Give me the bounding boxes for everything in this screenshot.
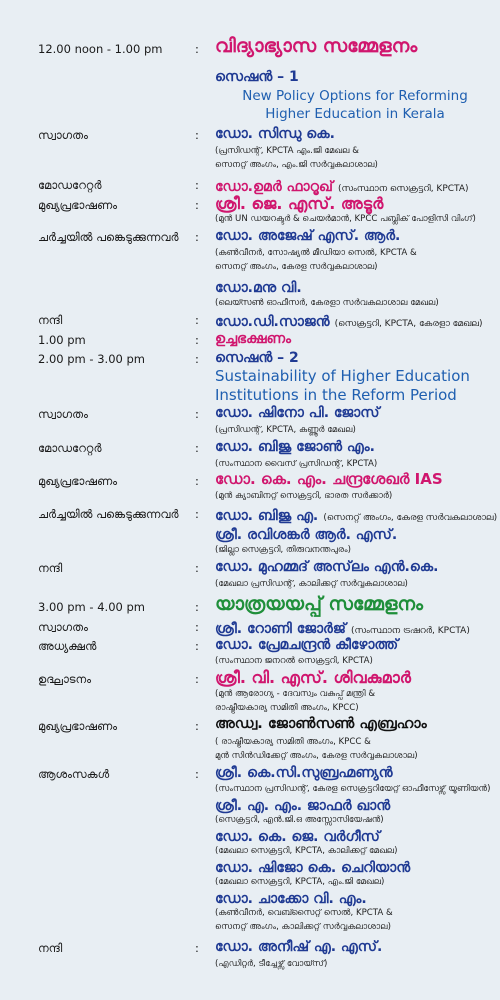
colon: :: [195, 352, 199, 366]
moderator-label: മോഡറേറ്റർ: [38, 441, 102, 455]
chair-label: അധ്യക്ഷൻ: [38, 639, 97, 653]
session2-topic-line2: Institutions in the Reform Period: [215, 386, 457, 404]
colon: :: [195, 333, 199, 347]
colon: :: [195, 178, 199, 192]
colon: :: [195, 313, 199, 327]
speaker-desc: (സെനറ്റ് അംഗം, കേരള സർവകലാശാല): [323, 513, 498, 523]
lunch-time: 1.00 pm: [38, 333, 86, 347]
speaker-name: ഡോ. അനീഷ് എ. എസ്.: [215, 939, 383, 955]
thanks-label: നന്ദി: [38, 561, 63, 575]
colon: :: [195, 507, 199, 521]
speaker-desc: (മേഖലാ പ്രസിഡന്റ്, കാലിക്കറ്റ് സർവ്വകലാശാല): [215, 579, 408, 589]
speaker-desc: (സെക്രട്ടറി, എൻ.ജി.ഒ അസ്സോസിയേഷൻ): [215, 815, 384, 825]
speaker-desc: (മുൻ UN ഡയറക്ടർ & ചെയർമാൻ, KPCC പബ്ലിക് പോളിസി വിംഗ്): [215, 214, 476, 224]
panel-label: ചർച്ചയിൽ പങ്കെടുക്കുന്നവർ: [38, 507, 179, 521]
session1-label: സെഷൻ – 1: [215, 69, 299, 85]
speaker-desc: ( രാഷ്ട്രീയകാര്യ സമിതി അംഗം, KPCC &: [215, 737, 371, 747]
speaker-desc: (സെക്രട്ടറി, KPCTA, കേരളാ മേഖല): [334, 319, 483, 329]
session3-title: യാത്രയയപ്പ് സമ്മേളനം: [215, 593, 423, 615]
colon: :: [195, 600, 199, 614]
colon: :: [195, 719, 199, 733]
speaker-name: ഡോ.ഉമർ ഫാറൂഖ്: [215, 179, 333, 195]
speaker-desc: (സംസ്ഥാന സെക്രട്ടറി, KPCTA): [337, 184, 469, 194]
session1-topic-line2: Higher Education in Kerala: [265, 106, 445, 122]
speaker-desc: (സംസ്ഥാന പ്രസിഡന്റ്, കേരള സെക്രട്ടറിയേറ്റ് ഓഫീസേഴ്സ് യൂണിയൻ): [215, 784, 491, 794]
speaker-name: ശ്രീ. കെ.സി.സുബ്രഹ്മണ്യൻ: [215, 765, 393, 781]
speaker-desc: സെനറ്റ് അംഗം, കേരള സർവ്വകലാശാല): [215, 262, 378, 272]
speaker-name: ഡോ. ബിജു ജോൺ എം.: [215, 439, 375, 455]
colon: :: [195, 474, 199, 488]
speaker-desc: (ജില്ലാ സെക്രട്ടറി, തിരുവനന്തപുരം): [215, 545, 351, 555]
colon: :: [195, 198, 199, 212]
lunch-label: ഉച്ചഭക്ഷണം: [215, 331, 291, 347]
session3-time: 3.00 pm - 4.00 pm: [38, 600, 145, 614]
speaker-name: ഡോ. ഷിനോ പി. ജോസ്: [215, 405, 380, 421]
colon: :: [195, 639, 199, 653]
colon: :: [195, 407, 199, 421]
speaker-name: ശ്രീ. എ. എം. ജാഫർ ഖാൻ: [215, 798, 391, 814]
speaker-desc: (പ്രസിഡന്റ്, KPCTA എം.ജി മേഖല &: [215, 146, 359, 156]
speaker-desc: രാഷ്ട്രീയകാര്യ സമിതി അംഗം, KPCC): [215, 703, 359, 713]
panel-label: ചർച്ചയിൽ പങ്കെടുക്കുന്നവർ: [38, 230, 179, 244]
inauguration-label: ഉദ്ഘാടനം: [38, 672, 92, 686]
speaker-desc: (എഡിറ്റർ, ടീച്ചേഴ്സ് വോയ്സ്): [215, 959, 328, 969]
colon: :: [195, 767, 199, 781]
colon: :: [195, 441, 199, 455]
keynote-label: മുഖ്യപ്രഭാഷണം: [38, 198, 118, 212]
speaker-desc: സെനറ്റ് അംഗം, കാലിക്കറ്റ് സർവ്വകലാശാല): [215, 922, 391, 932]
moderator-label: മോഡറേറ്റർ: [38, 178, 102, 192]
speaker-desc: സെനറ്റ് അംഗം, എം.ജി സർവ്വകലാശാല): [215, 160, 378, 170]
speaker-desc: (ലെയ്സൺ ഓഫീസർ, കേരളാ സർവകലാശാല മേഖല): [215, 298, 439, 308]
speaker-desc: (മേഖലാ സെക്രട്ടറി, KPCTA, കാലിക്കറ്റ് മേഖല): [215, 846, 398, 856]
speaker-name: ഡോ. കെ. ജെ. വർഗീസ്: [215, 829, 380, 845]
session1-title: വിദ്യാഭ്യാസ സമ്മേളനം: [215, 35, 418, 57]
thanks-label: നന്ദി: [38, 941, 63, 955]
speaker-desc: (പ്രസിഡന്റ്, KPCTA, കണ്ണൂർ മേഖല): [215, 425, 356, 435]
speaker-desc: (മുൻ ക്യാബിനറ്റ് സെക്രട്ടറി, ഭാരത സർക്കാർ): [215, 491, 393, 501]
speaker-desc: (കൺവീനർ, വെബ്സൈറ്റ് സെൽ, KPCTA &: [215, 908, 393, 918]
colon: :: [195, 672, 199, 686]
speaker-desc: (കൺവീനർ, സോഷ്യൽ മീഡിയാ സെൽ, KPCTA &: [215, 248, 417, 258]
speaker-name: ഡോ.മനു വി.: [215, 280, 302, 296]
keynote-label: മുഖ്യപ്രഭാഷണം: [38, 474, 118, 488]
colon: :: [195, 230, 199, 244]
speaker-desc: (മുൻ ആരോഗ്യ - ദേവസ്വം വകുപ്പ് മന്ത്രി &: [215, 689, 376, 699]
colon: :: [195, 42, 199, 56]
speaker-desc: (സംസ്ഥാന വൈസ് പ്രസിഡന്റ്, KPCTA): [215, 459, 378, 469]
speaker-name: ഡോ. ചാക്കോ വി. എം.: [215, 891, 367, 907]
speaker-name: അഡ്വ. ജോൺസൺ എബ്രഹാം: [215, 716, 427, 732]
welcome-label: സ്വാഗതം: [38, 128, 88, 142]
colon: :: [195, 941, 199, 955]
session2-label: സെഷൻ – 2: [215, 350, 299, 366]
speaker-name: ഡോ.ഡി.സാജൻ: [215, 314, 330, 330]
thanks-label: നന്ദി: [38, 313, 63, 327]
speaker-desc: (സംസ്ഥാന ജനറൽ സെക്രട്ടറി, KPCTA): [215, 656, 373, 666]
session1-time: 12.00 noon - 1.00 pm: [38, 42, 163, 56]
welcome-label: സ്വാഗതം: [38, 407, 88, 421]
speaker-name: ശ്രീ. ജെ. എസ്. അടൂർ: [215, 194, 384, 213]
session1-topic-line1: New Policy Options for Reforming: [242, 88, 468, 104]
keynote-label: മുഖ്യപ്രഭാഷണം: [38, 719, 118, 733]
colon: :: [195, 620, 199, 634]
speaker-name: ഡോ. അജേഷ് എസ്. ആർ.: [215, 228, 401, 244]
speaker-name: ഡോ. പ്രേമചന്ദ്രൻ കീഴോത്ത്: [215, 637, 399, 653]
speaker-name: ഡോ. മുഹമ്മദ് അസ്‌ലം എൻ.കെ.: [215, 559, 439, 575]
speaker-name: ഡോ. ഷിജോ കെ. ചെറിയാൻ: [215, 860, 411, 876]
speaker-name: ഡോ. ബിജു എ.: [215, 508, 319, 524]
speaker-name: ശ്രീ. വി. എസ്. ശിവകുമാർ: [215, 668, 411, 687]
colon: :: [195, 128, 199, 142]
greetings-label: ആശംസകൾ: [38, 767, 110, 781]
session2-time: 2.00 pm - 3.00 pm: [38, 352, 145, 366]
session2-topic-line1: Sustainability of Higher Education: [215, 367, 470, 385]
speaker-name: ഡോ. സിന്ധു കെ.: [215, 126, 335, 142]
speaker-name: ഡോ. കെ. എം. ചന്ദ്രശേഖർ IAS: [215, 470, 443, 488]
speaker-desc: (സംസ്ഥാന ട്രഷറർ, KPCTA): [350, 626, 470, 636]
speaker-desc: മുൻ സിൻഡിക്കേറ്റ് അംഗം, കേരള സർവ്വകലാശാല): [215, 751, 418, 761]
speaker-name: ശ്രീ. റോണി ജോർജ്: [215, 621, 346, 637]
speaker-desc: (മേഖലാ സെക്രട്ടറി, KPCTA, എം.ജി മേഖല): [215, 877, 385, 887]
colon: :: [195, 561, 199, 575]
welcome-label: സ്വാഗതം: [38, 620, 88, 634]
speaker-name: ശ്രീ. രവിശങ്കർ ആർ. എസ്.: [215, 527, 398, 543]
